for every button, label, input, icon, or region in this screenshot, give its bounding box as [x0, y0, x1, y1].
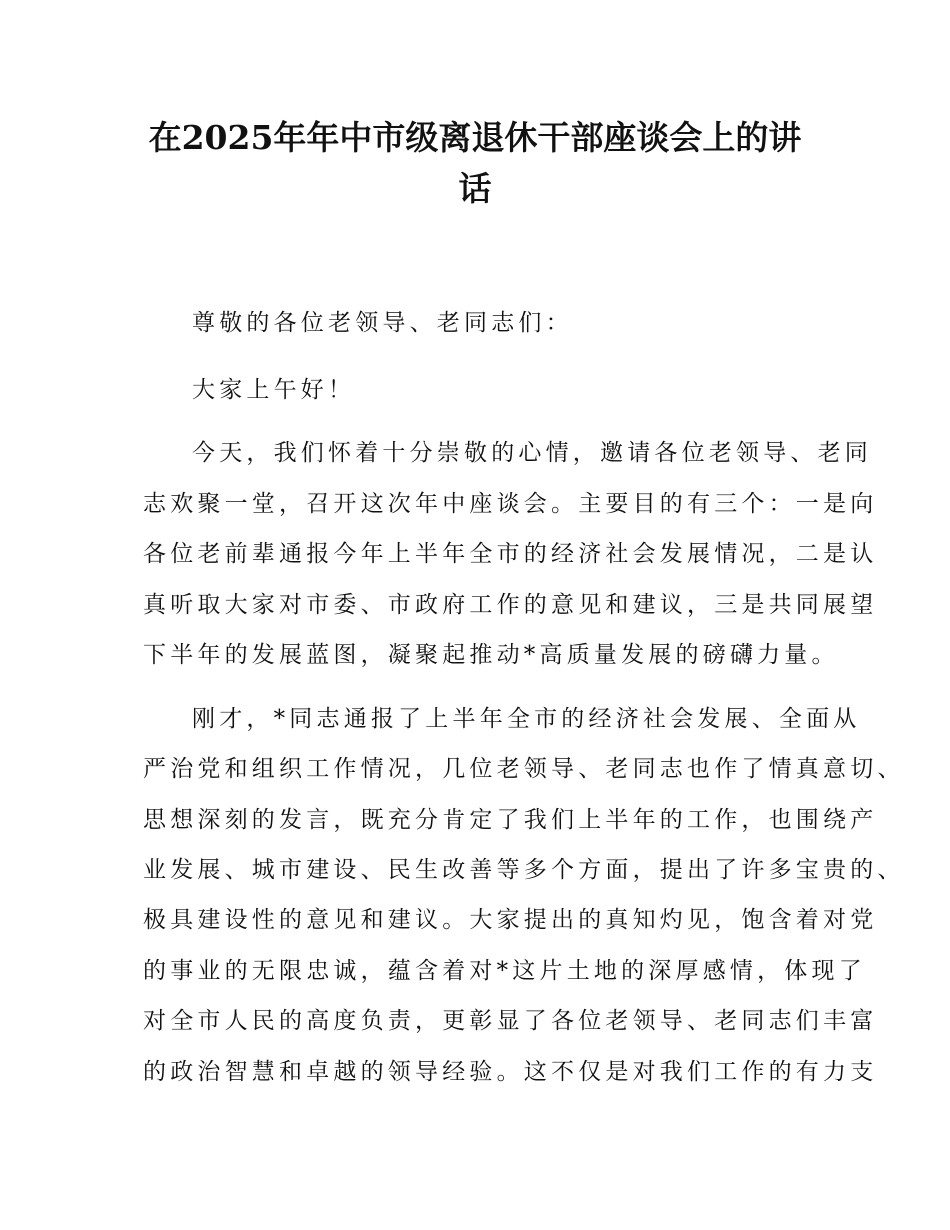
paragraph-line: 对全市人民的高度负责，更彰显了各位老领导、老同志们丰富	[143, 1008, 878, 1034]
title-line-1: 在2025年年中市级离退休干部座谈会上的讲	[148, 118, 802, 157]
paragraph-line: 业发展、城市建设、民生改善等多个方面，提出了许多宝贵的、	[143, 857, 905, 883]
paragraph-line: 真听取大家对市委、市政府工作的意见和建议，三是共同展望	[143, 592, 878, 618]
paragraph-line: 严治党和组织工作情况，几位老领导、老同志也作了情真意切、	[143, 756, 905, 782]
document-title	[120, 112, 830, 214]
paragraph-line: 各位老前辈通报今年上半年全市的经济社会发展情况，二是认	[143, 541, 878, 567]
salutation: 尊敬的各位老领导、老同志们：	[192, 310, 573, 336]
paragraph-line: 刚才，*同志通报了上半年全市的经济社会发展、全面从	[192, 706, 861, 732]
paragraph-line: 志欢聚一堂，召开这次年中座谈会。主要目的有三个：一是向	[143, 491, 878, 517]
paragraph-line: 下半年的发展蓝图，凝聚起推动*高质量发展的磅礴力量。	[143, 642, 839, 668]
paragraph-line: 的事业的无限忠诚，蕴含着对*这片土地的深厚感情，体现了	[143, 958, 866, 984]
paragraph-line: 的政治智慧和卓越的领导经验。这不仅是对我们工作的有力支	[143, 1059, 878, 1085]
paragraph-line: 今天，我们怀着十分崇敬的心情，邀请各位老领导、老同	[192, 440, 872, 466]
paragraph-line: 思想深刻的发言，既充分肯定了我们上半年的工作，也围绕产	[143, 807, 878, 833]
greeting: 大家上午好！	[192, 377, 356, 403]
paragraph-line: 极具建设性的意见和建议。大家提出的真知灼见，饱含着对党	[143, 907, 878, 933]
title-line-2: 话	[458, 169, 492, 208]
